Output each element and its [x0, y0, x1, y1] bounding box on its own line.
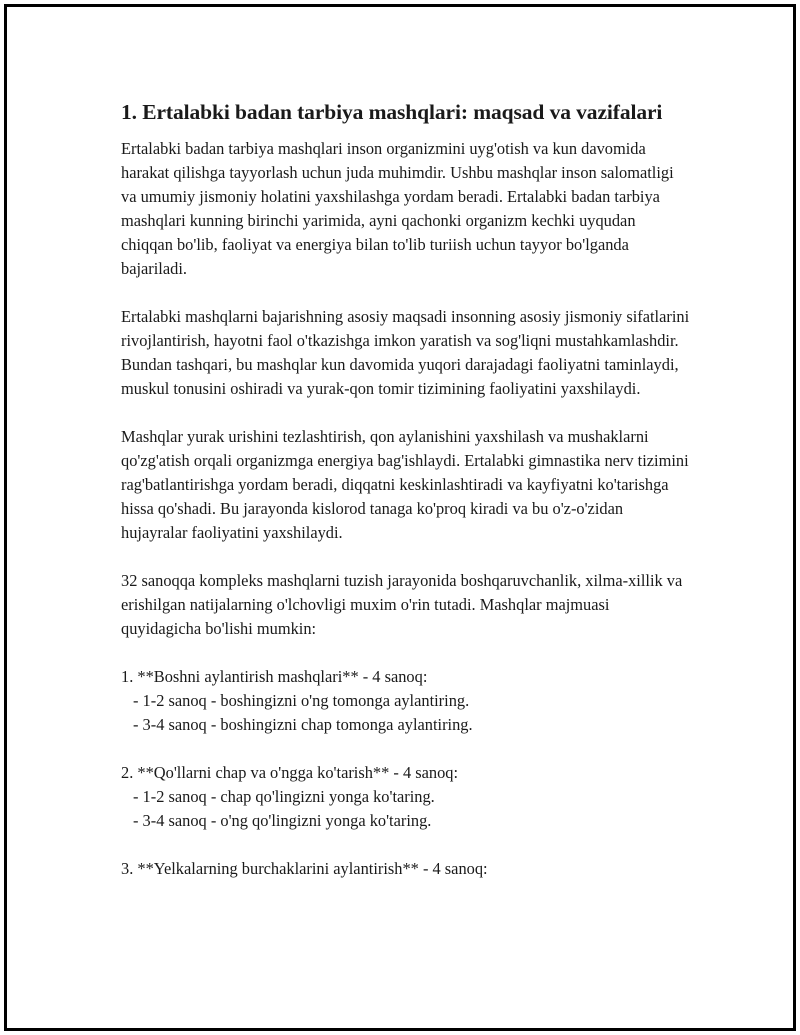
paragraph-spacer [121, 737, 691, 761]
paragraph-effects: Mashqlar yurak urishini tezlashtirish, qon aylanishini yaxshilash va mushaklarni qo'zg'atish orqali organizmga energiya bag'ishlaydi. Ertalabki gimnastika nerv tizimini rag'batlantirishga yordam beradi, diqqatni keskinlashtiradi va kayfiyatni ko'tarishga hissa qo'shadi. Bu jarayonda kislorod tanaga ko'proq kiradi va bu o'z-o'zidan hujayralar faoliyatini yaxshilaydi. [121, 427, 689, 542]
document-body [121, 97, 691, 881]
paragraph-spacer [121, 281, 691, 305]
exercise-step: - 1-2 sanoq - boshingizni o'ng tomonga aylantiring. [133, 691, 470, 710]
document-page [4, 4, 796, 1031]
exercise-item [121, 857, 691, 881]
exercise-step: - 3-4 sanoq - o'ng qo'lingizni yonga ko'taring. [133, 811, 432, 830]
paragraph-complex: 32 sanoqqa kompleks mashqlarni tuzish jarayonida boshqaruvchanlik, xilma-xillik va erishilgan natijalarning o'lchovligi muxim o'rin tutadi. Mashqlar majmuasi quyidagicha bo'lishi mumkin: [121, 571, 683, 638]
paragraph-spacer [121, 401, 691, 425]
exercise-title: 1. **Boshni aylantirish mashqlari** - 4 sanoq: [121, 667, 428, 686]
exercise-step: - 1-2 sanoq - chap qo'lingizni yonga ko'taring. [133, 787, 435, 806]
exercise-step: - 3-4 sanoq - boshingizni chap tomonga aylantiring. [133, 715, 473, 734]
paragraph-intro: Ertalabki badan tarbiya mashqlari inson organizmini uyg'otish va kun davomida harakat qilishga tayyorlash uchun juda muhimdir. Ushbu mashqlar inson salomatligi va umumiy jismoniy holatini yaxshilashga yordam beradi. Ertalabki badan tarbiya mashqlari kunning birinchi yarimida, ayni qachonki organizm kechki uyqudan chiqqan bo'lib, faoliyat va energiya bilan to'lib turiish uchun tayyor bo'lganda bajariladi. [121, 139, 674, 278]
exercise-title: 3. **Yelkalarning burchaklarini aylantirish** - 4 sanoq: [121, 859, 488, 878]
exercise-item [121, 665, 691, 737]
exercise-item [121, 761, 691, 833]
exercise-title: 2. **Qo'llarni chap va o'ngga ko'tarish** - 4 sanoq: [121, 763, 459, 782]
paragraph-spacer [121, 641, 691, 665]
section-heading: 1. Ertalabki badan tarbiya mashqlari: maqsad va vazifalari [121, 100, 663, 124]
paragraph-goal: Ertalabki mashqlarni bajarishning asosiy maqsadi insonning asosiy jismoniy sifatlarini rivojlantirish, hayotni faol o'tkazishga imkon yaratish va sog'liqni mustahkamlashdir. Bundan tashqari, bu mashqlar kun davomida yuqori darajadagi faoliyatni taminlaydi, muskul tonusini oshiradi va yurak-qon tomir tizimining faoliyatini yaxshilaydi. [121, 307, 690, 398]
paragraph-spacer [121, 833, 691, 857]
paragraph-spacer [121, 545, 691, 569]
